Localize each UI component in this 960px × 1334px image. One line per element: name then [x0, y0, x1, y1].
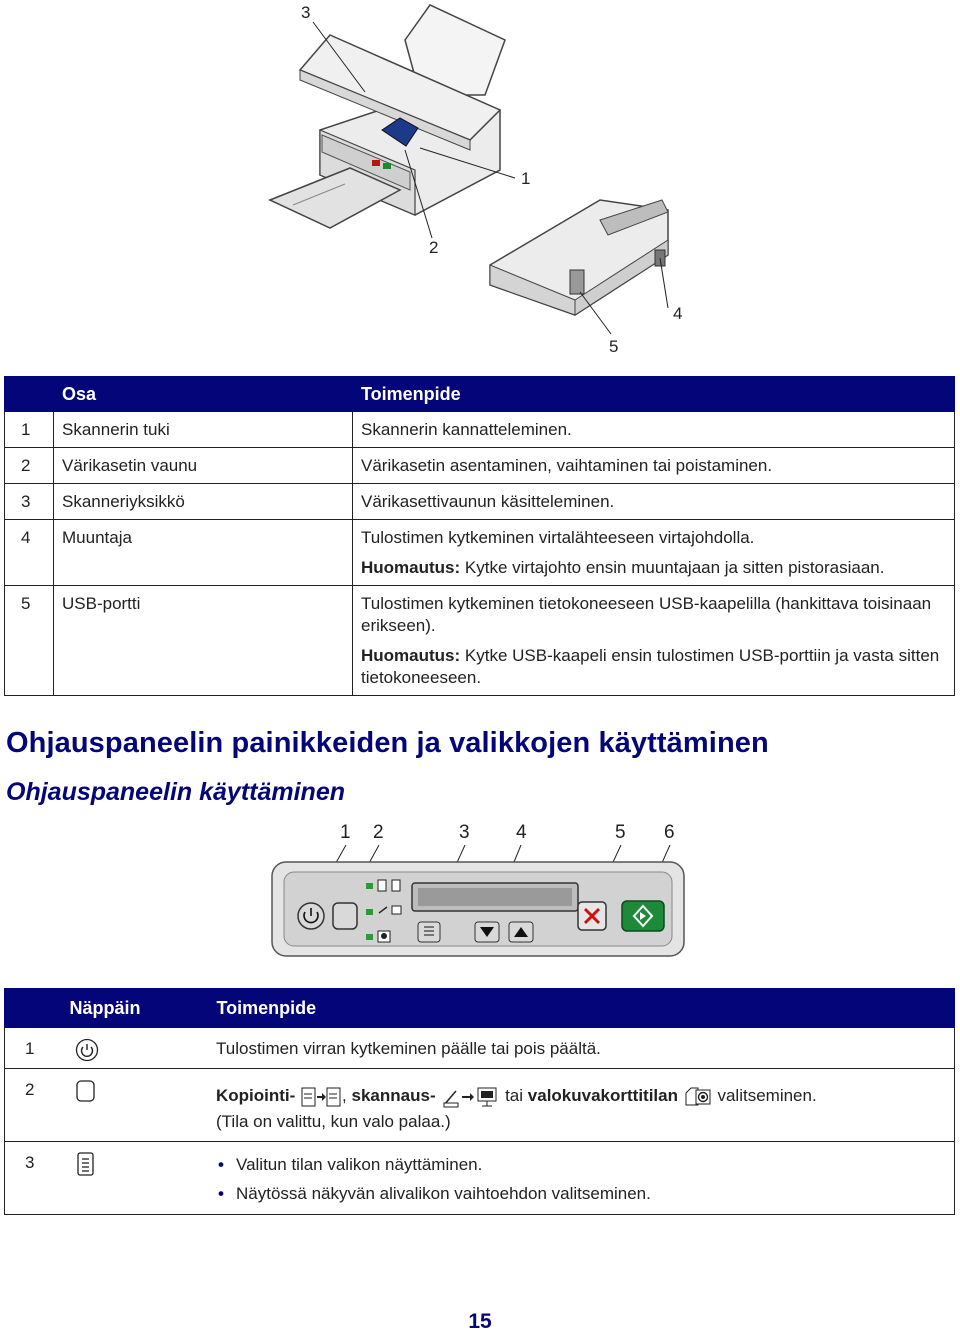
header-spacer [5, 989, 66, 1028]
panel-callout-4: 4 [516, 822, 527, 843]
header-part: Osa [54, 377, 353, 412]
list-item: • Näytössä näkyvän alivalikon vaihtoehdon valitseminen. [218, 1179, 954, 1208]
table-row [5, 484, 955, 520]
button-action-cell [216, 1069, 955, 1142]
callout-4: 4 [673, 304, 683, 323]
printer-illustration [0, 0, 960, 365]
power-icon-cell [65, 1028, 216, 1069]
table-row [5, 1069, 955, 1142]
part-action-cell [353, 586, 955, 696]
callout-2: 2 [429, 238, 439, 257]
menu-icon [75, 1151, 97, 1177]
row-number: 1 [5, 412, 54, 448]
button-action: Tulostimen virran kytkeminen päälle tai pois päältä. [216, 1028, 955, 1069]
photo-card-icon [683, 1085, 713, 1109]
header-action: Toimenpide [216, 989, 955, 1028]
bullet-list [204, 1150, 954, 1208]
callout-1: 1 [521, 169, 531, 188]
note-text: Kytke virtajohto ensin muuntajaan ja sitten pistorasiaan. [464, 558, 885, 577]
part-name: USB-portti [54, 586, 353, 696]
row-number: 4 [5, 520, 54, 586]
page-number: 15 [468, 1310, 492, 1333]
parts-table [4, 376, 955, 696]
buttons-table [4, 988, 955, 1215]
callout-5: 5 [609, 337, 619, 356]
note-text: Kytke USB-kaapeli ensin tulostimen USB-porttiin ja vasta sitten tietokoneeseen. [361, 646, 940, 687]
part-action: Skannerin kannatteleminen. [353, 412, 955, 448]
table-row [5, 520, 955, 586]
mode-button-icon-cell [65, 1069, 216, 1142]
part-name: Skannerin tuki [54, 412, 353, 448]
menu-icon-cell [65, 1142, 216, 1215]
row-number: 5 [5, 586, 54, 696]
or-text: tai [505, 1086, 524, 1105]
parts-table-header [5, 377, 955, 412]
part-name: Muuntaja [54, 520, 353, 586]
copy-mode-icon [300, 1085, 342, 1109]
mode-button-icon [75, 1079, 97, 1103]
end-text: valitseminen. [717, 1086, 817, 1105]
part-action-cell [353, 520, 955, 586]
part-action: Tulostimen kytkeminen virtalähteeseen virtajohdolla. [361, 528, 755, 547]
row-number: 2 [5, 1069, 66, 1142]
panel-callout-6: 6 [664, 822, 675, 843]
table-row [5, 412, 955, 448]
part-action: Värikasettivaunun käsitteleminen. [353, 484, 955, 520]
note [361, 557, 946, 579]
photo-card-mode-label: valokuvakorttitilan [527, 1086, 678, 1105]
header-button: Näppäin [65, 989, 216, 1028]
separator: , [342, 1086, 347, 1105]
header-action: Toimenpide [353, 377, 955, 412]
part-action: Tulostimen kytkeminen tietokoneeseen USB-kaapelilla (hankittava toisinaan erikseen). [361, 594, 932, 635]
scan-mode-icon [440, 1085, 500, 1109]
table-row [5, 586, 955, 696]
scan-mode-label: skannaus- [351, 1086, 436, 1105]
callout-3: 3 [301, 3, 311, 22]
header-spacer [5, 377, 54, 412]
part-name: Värikasetin vaunu [54, 448, 353, 484]
table-row [5, 1142, 955, 1215]
panel-callout-5: 5 [615, 822, 626, 843]
buttons-table-header [5, 989, 955, 1028]
row-number: 3 [5, 484, 54, 520]
mode-light-note: (Tila on valittu, kun valo palaa.) [216, 1112, 451, 1131]
list-item: • Valitun tilan valikon näyttäminen. [218, 1150, 954, 1179]
table-row [5, 448, 955, 484]
row-number: 2 [5, 448, 54, 484]
row-number: 1 [5, 1028, 66, 1069]
part-action: Värikasetin asentaminen, vaihtaminen tai poistaminen. [353, 448, 955, 484]
note-label: Huomautus: [361, 558, 461, 577]
button-action-cell [216, 1142, 955, 1215]
panel-callout-3: 3 [459, 822, 470, 843]
subsection-title: Ohjauspaneelin käyttäminen [6, 778, 345, 806]
panel-callout-1: 1 [340, 822, 351, 843]
note [361, 645, 946, 689]
control-panel-illustration [270, 820, 690, 970]
table-row [5, 1028, 955, 1069]
part-name: Skanneriyksikkö [54, 484, 353, 520]
panel-callout-2: 2 [373, 822, 384, 843]
power-icon [75, 1038, 99, 1062]
note-label: Huomautus: [361, 646, 461, 665]
row-number: 3 [5, 1142, 66, 1215]
copy-mode-label: Kopiointi- [216, 1086, 296, 1105]
section-title: Ohjauspaneelin painikkeiden ja valikkojen käyttäminen [6, 727, 769, 759]
